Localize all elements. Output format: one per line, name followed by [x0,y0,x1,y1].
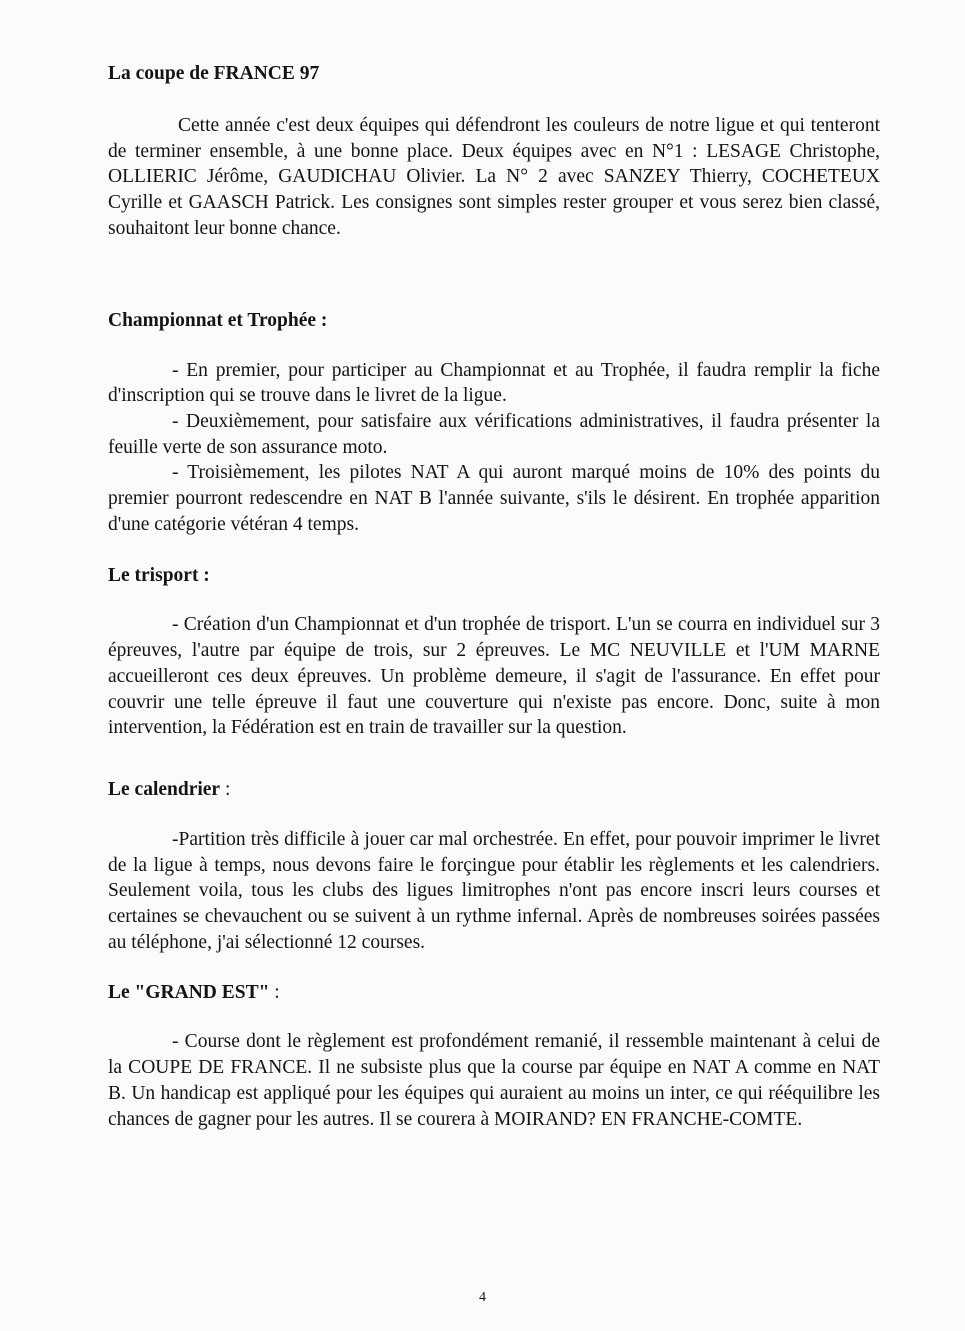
paragraph: - Troisièmement, les pilotes NAT A qui auront marqué moins de 10% des points du premier pourront redescendre en NAT B l'année suivante, s'ils le désirent. En trophée apparition d'une catégorie vétéran 4 temps. [108,462,880,535]
section-heading [108,981,880,1005]
paragraph: - En premier, pour participer au Championnat et au Trophée, il faudra remplir la fiche d'inscription qui se trouve dans le livret de la ligue. [108,359,880,407]
heading-text: La coupe de FRANCE 97 [108,63,320,84]
heading-suffix: : [220,778,231,800]
heading-suffix: : [269,982,280,1004]
page-number: 4 [479,1290,486,1305]
paragraph: -Partition très difficile à jouer car mal orchestrée. En effet, pour pouvoir imprimer le livret de la ligue à temps, nous devons faire le forçingue pour établir les règlements et les calendriers. Seulement voila, tous les clubs des ligues limitrophes n'ont pas encore inscri leurs courses et certaines se chevauchent ou se suivent à un rythme infernal. Après de nombreuses soirées passées au téléphone, j'ai sélectionné 12 courses. [108,828,880,953]
paragraph: - Deuxièmement, pour satisfaire aux vérifications administratives, il faudra présenter la feuille verte de son assurance moto. [108,410,880,458]
section-heading [108,62,880,86]
heading-text: Le trisport : [108,565,210,587]
heading-text: Le calendrier [108,778,221,800]
paragraph: - Course dont le règlement est profondément remanié, il ressemble maintenant à celui de la COUPE DE FRANCE. Il ne subsiste plus que la course par équipe en NAT A comme en NAT B. Un handicap est appliqué pour les équipes qui auraient au moins un inter, ce qui rééquilibre les chances de gagner pour les autres. Il se courera à MOIRAND? EN FRANCHE-COMTE. [108,1031,880,1130]
section-coupe-de-france [108,62,880,242]
heading-text: Championnat et Trophée : [108,309,328,331]
section-championnat-trophee [108,309,880,538]
heading-text: Le "GRAND EST" [108,982,270,1004]
document-page [108,62,880,1132]
paragraph: Cette année c'est deux équipes qui défendront les couleurs de notre ligue et qui tenteront de terminer ensemble, à une bonne place. Deux équipes avec en N°1 : LESAGE Christophe, OLLIERIC Jérôme, GAUDICHAU Olivier. La N° 2 avec SANZEY Thierry, COCHETEUX Cyrille et GAASCH Patrick. Les consignes sont simples rester grouper et vous serez bien classé, souhaitont leur bonne chance. [108,115,880,239]
section-heading [108,309,880,333]
section-heading [108,564,880,588]
section-grand-est [108,981,880,1132]
paragraph: - Création d'un Championnat et d'un trophée de trisport. L'un se courra en individuel sur 3 épreuves, l'autre par équipe de trois, sur 2 épreuves. Le MC NEUVILLE et l'UM MARNE accueilleront ces deux épreuves. Un problème demeure, il s'agit de l'assurance. En effet pour couvrir une telle épreuve il faut une couverture qui n'existe pas encore. Donc, suite à mon intervention, la Fédération est en train de travailler sur la question. [108,614,880,739]
section-calendrier [108,778,880,956]
section-heading [108,778,880,802]
section-trisport [108,564,880,741]
